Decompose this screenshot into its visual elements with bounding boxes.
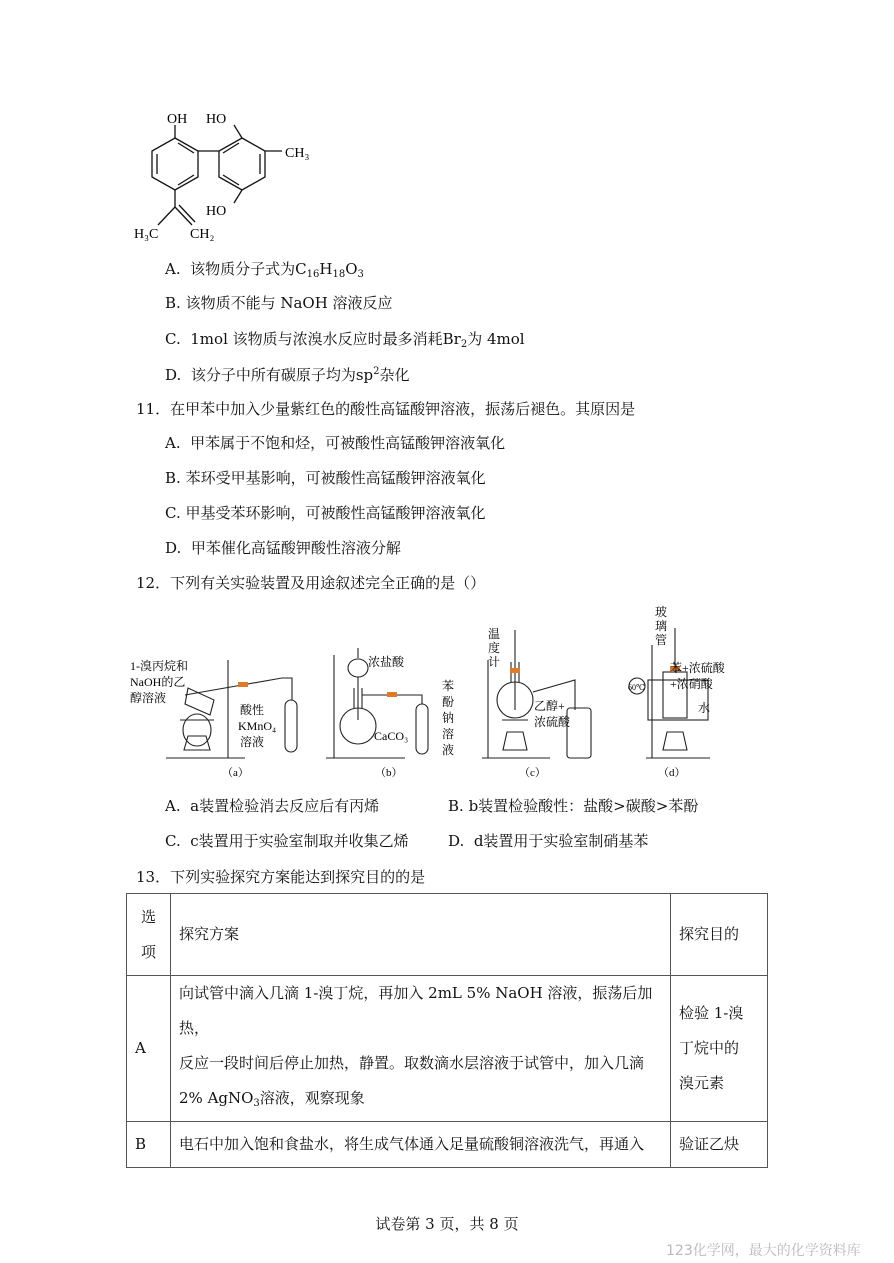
row-a-goal: 检验 1-溴 丁烷中的 溴元素: [671, 976, 768, 1122]
a-label-1: 1-溴丙烷和: [130, 659, 188, 673]
a-label-r1: 酸性: [240, 703, 265, 717]
a-label-3: 醇溶液: [130, 691, 167, 705]
d-caption: （d）: [658, 767, 686, 779]
b-caption: （b）: [375, 767, 403, 779]
q12-option-c: C. c装置用于实验室制取并收集乙烯: [165, 832, 409, 850]
c-label-r1: 乙醇+: [534, 699, 565, 713]
d-label-r1: 苯+浓硫酸: [670, 661, 725, 675]
a-label-r3: 溶液: [240, 735, 265, 749]
header-goal: 探究目的: [671, 894, 768, 976]
b-label-top: 浓盐酸: [368, 655, 405, 669]
d-label-temp: 60℃: [628, 683, 645, 692]
q13-stem: 13．下列实验探究方案能达到探究目的的是: [136, 868, 426, 886]
q11-option-c: C. 甲基受苯环影响，可被酸性高锰酸钾溶液氧化: [165, 504, 486, 522]
c-label-t1: 温: [488, 627, 501, 641]
ch2-label: CH₂: [190, 227, 215, 242]
ho-label-top: HO: [206, 112, 227, 127]
b-label-r1: 苯: [442, 679, 455, 693]
q12-option-d: D. d装置用于实验室制硝基苯: [448, 832, 649, 850]
q10-option-d: D. 该分子中所有碳原子均为$sp^2$杂化: [165, 366, 410, 384]
q10-option-a: A. 该物质分子式为$C_{16}H_{18}O_3$: [165, 260, 364, 280]
q12-option-b: B. b装置检验酸性：盐酸>碳酸>苯酚: [448, 797, 699, 815]
h3c-label: H₃C: [134, 227, 159, 242]
table-row: [127, 1122, 768, 1168]
d-label-t1: 玻: [655, 605, 668, 619]
q11-option-d: D. 甲苯催化高锰酸钾酸性溶液分解: [165, 539, 401, 557]
d-label-t2: 璃: [655, 619, 668, 633]
table-row: [127, 976, 768, 1122]
header-option-2: 项: [140, 942, 156, 961]
d-label-water: 水: [698, 701, 711, 715]
row-a-option: A: [127, 976, 171, 1122]
header-option-1: 选: [140, 907, 156, 926]
b-label-r4: 溶: [442, 727, 455, 741]
a-label-r2: KMnO₄: [238, 719, 277, 733]
ch3-label: CH₃: [285, 146, 310, 161]
q12-option-a: A. a装置检验消去反应后有丙烯: [165, 797, 380, 815]
oh-label: OH: [167, 112, 188, 127]
header-plan: 探究方案: [171, 894, 671, 976]
row-a-plan: 向试管中滴入几滴 1-溴丁烷，再加入 2mL 5% NaOH 溶液，振荡后加热， 反应一段时间后停止加热，静置。取数滴水层溶液于试管中，加入几滴 2% AgNO$_3$溶液，观察现象: [171, 976, 671, 1122]
b-label-r3: 钠: [442, 711, 455, 725]
d-label-r2: +浓硝酸: [670, 677, 713, 691]
molecule-structure: [130, 105, 330, 250]
b-label-caco3: CaCO₃: [374, 729, 409, 743]
ho-label-bottom: HO: [206, 204, 227, 219]
q12-stem: 12．下列有关实验装置及用途叙述完全正确的是（）: [136, 574, 486, 592]
a-label-2: NaOH的乙: [130, 675, 186, 689]
b-label-r5: 液: [442, 743, 455, 757]
c-label-t3: 计: [488, 655, 501, 669]
q13-table: [126, 893, 768, 1168]
q11-option-b: B. 苯环受甲基影响，可被酸性高锰酸钾溶液氧化: [165, 469, 486, 487]
d-label-t3: 管: [655, 633, 668, 647]
c-label-r2: 浓硫酸: [534, 715, 571, 729]
watermark: 123化学网，最大的化学资料库: [666, 1243, 861, 1259]
page-footer: 试卷第 3 页，共 8 页: [375, 1215, 519, 1233]
c-label-t2: 度: [488, 641, 501, 655]
b-label-r2: 酚: [442, 695, 455, 709]
row-b-goal: 验证乙炔: [671, 1122, 768, 1168]
q10-option-c: C. 1mol 该物质与浓溴水反应时最多消耗$Br_2$为 4mol: [165, 330, 525, 350]
row-b-plan: 电石中加入饱和食盐水，将生成气体通入足量硫酸铜溶液洗气，再通入: [171, 1122, 671, 1168]
q11-option-a: A. 甲苯属于不饱和烃，可被酸性高锰酸钾溶液氧化: [165, 434, 506, 452]
q10-option-b: B. 该物质不能与 NaOH 溶液反应: [165, 294, 393, 312]
q11-stem: 11．在甲苯中加入少量紫红色的酸性高锰酸钾溶液，振荡后褪色。其原因是: [136, 400, 636, 418]
c-caption: （c）: [519, 767, 546, 779]
row-b-option: B: [127, 1122, 171, 1168]
a-caption: （a）: [222, 767, 249, 779]
apparatus-figure: [130, 600, 730, 785]
table-header-row: [127, 894, 768, 976]
